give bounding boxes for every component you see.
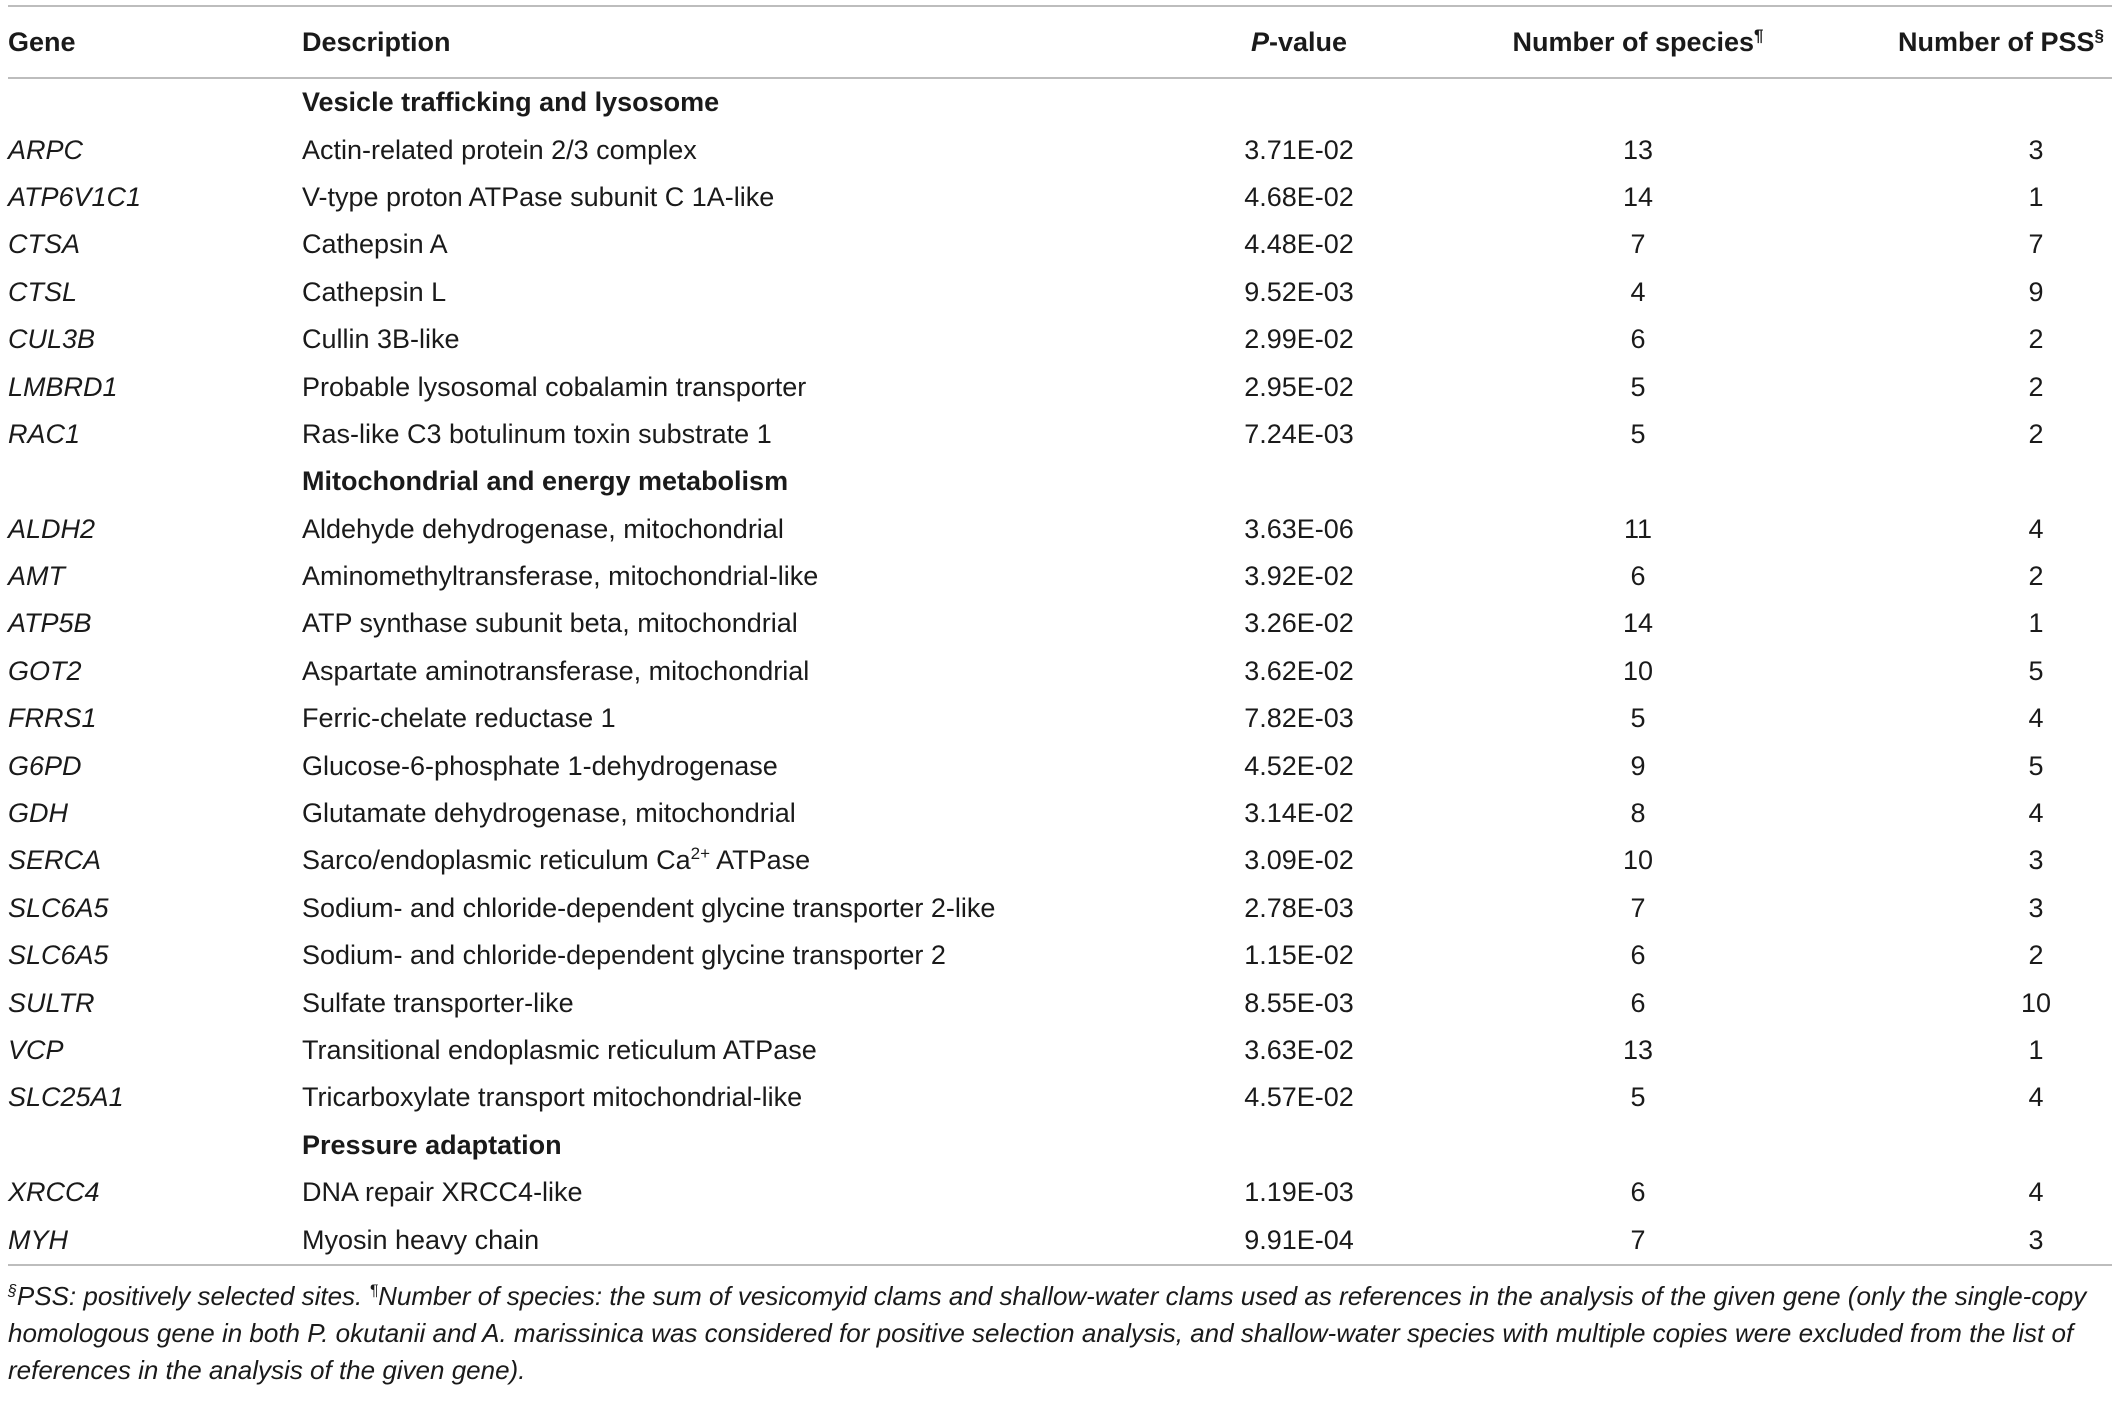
pvalue-cell: 2.95E-02 [1244,371,1354,402]
header-pvalue: P-value [1250,26,1348,57]
gene-cell: G6PD [8,750,82,781]
gene-cell: ATP5B [8,608,92,639]
gene-cell: SLC25A1 [8,1082,124,1113]
species-count-cell: 6 [1630,561,1646,592]
description-cell: Aminomethyltransferase, mitochondrial-like [302,561,819,592]
species-count-cell: 7 [1630,229,1646,260]
pss-count-cell: 7 [2028,229,2044,260]
pss-count-cell: 4 [2028,513,2044,544]
species-count-cell: 4 [1630,276,1646,307]
table-header-row [8,7,2112,78]
gene-cell: ARPC [8,134,84,165]
pvalue-cell: 7.82E-03 [1244,703,1354,734]
section-gene-cell [8,79,302,126]
description-cell: Ras-like C3 botulinum toxin substrate 1 [302,418,772,449]
pss-count-cell: 3 [2028,892,2044,923]
species-count-cell: 6 [1630,940,1646,971]
gene-cell: SERCA [8,845,102,876]
species-count-cell: 6 [1630,324,1646,355]
pss-count-cell: 2 [2028,371,2044,402]
gene-cell: CUL3B [8,324,96,355]
table-row [8,316,2112,363]
pvalue-cell: 9.91E-04 [1244,1224,1354,1255]
species-count-cell: 8 [1630,798,1646,829]
gene-cell: GOT2 [8,655,82,686]
pss-count-cell: 3 [2028,134,2044,165]
pvalue-cell: 3.71E-02 [1244,134,1354,165]
pvalue-cell: 3.92E-02 [1244,561,1354,592]
table-row [8,648,2112,695]
pss-count-cell: 4 [2028,1082,2044,1113]
description-cell: Cathepsin L [302,276,447,307]
table-row [8,174,2112,221]
gene-cell: SLC6A5 [8,940,109,971]
section-row [8,458,2112,505]
section-title: Vesicle trafficking and lysosome [302,87,720,118]
table-row [8,885,2112,932]
description-cell: Sulfate transporter-like [302,987,574,1018]
table-row [8,1169,2112,1216]
positive-selection-table [8,7,2112,1264]
description-cell: V-type proton ATPase subunit C 1A-like [302,181,775,212]
pss-count-cell: 4 [2028,1177,2044,1208]
table-row [8,600,2112,647]
gene-cell: SULTR [8,987,95,1018]
table-row [8,126,2112,173]
pss-count-cell: 2 [2028,940,2044,971]
species-count-cell: 6 [1630,1177,1646,1208]
header-description: Description [302,26,451,57]
pss-count-cell: 10 [2020,987,2052,1018]
gene-cell: MYH [8,1224,68,1255]
description-cell: Cullin 3B-like [302,324,460,355]
table-footnote: §PSS: positively selected sites. ¶Number of species: the sum of vesicomyid clams and shallow-water clams used as references in the analysis of the given gene (only the single-copy homologous gene in both P. okutanii and A. marissinica was considered for positive selection analysis, and shallow-water species with multiple copies were excluded from the list of references in the analysis of the given gene). [8,1280,2087,1385]
header-number-of-pss: Number of PSS§ [1898,25,2104,57]
table-row [8,269,2112,316]
species-count-cell: 5 [1630,1082,1646,1113]
pss-count-cell: 1 [2028,181,2044,212]
gene-cell: SLC6A5 [8,892,109,923]
section-row [8,79,2112,126]
table-row [8,742,2112,789]
gene-cell: LMBRD1 [8,371,118,402]
species-count-cell: 11 [1623,513,1653,544]
gene-cell: ALDH2 [8,513,96,544]
section-title: Mitochondrial and energy metabolism [302,466,789,497]
description-cell: Tricarboxylate transport mitochondrial-like [302,1082,803,1113]
pvalue-cell: 1.15E-02 [1244,940,1354,971]
description-cell: Glucose-6-phosphate 1-dehydrogenase [302,750,778,781]
pss-count-cell: 5 [2028,750,2044,781]
species-count-cell: 7 [1630,892,1646,923]
pss-count-cell: 5 [2028,655,2044,686]
species-count-cell: 14 [1622,608,1654,639]
description-cell: Glutamate dehydrogenase, mitochondrial [302,798,796,829]
table-row [8,837,2112,884]
pvalue-cell: 1.19E-03 [1244,1177,1354,1208]
table-row [8,221,2112,268]
pvalue-cell: 2.78E-03 [1244,892,1354,923]
pss-count-cell: 2 [2028,324,2044,355]
species-count-cell: 13 [1622,1035,1654,1065]
gene-cell: VCP [8,1035,64,1065]
pvalue-cell: 4.68E-02 [1244,181,1354,212]
description-cell: Aspartate aminotransferase, mitochondrial [302,655,810,686]
table-row [8,695,2112,742]
section-gene-cell [8,1122,302,1169]
section-row [8,1122,2112,1169]
species-count-cell: 10 [1622,845,1654,876]
species-count-cell: 10 [1622,655,1654,686]
description-cell: Sodium- and chloride-dependent glycine transporter 2-like [302,892,996,923]
pvalue-cell: 4.52E-02 [1244,750,1354,781]
species-count-cell: 6 [1630,987,1646,1018]
table-row [8,1027,2112,1074]
description-cell: Aldehyde dehydrogenase, mitochondrial [302,513,784,544]
table-row [8,506,2112,553]
species-count-cell: 13 [1622,134,1654,165]
table-row [8,363,2112,410]
table-row [8,1074,2112,1121]
gene-cell: CTSA [8,229,81,260]
table-row [8,932,2112,979]
table-row [8,411,2112,458]
pss-count-cell: 9 [2028,276,2044,307]
pvalue-cell: 3.63E-06 [1244,513,1354,544]
species-count-cell: 9 [1630,750,1646,781]
description-cell: DNA repair XRCC4-like [302,1177,583,1208]
description-cell: Sodium- and chloride-dependent glycine transporter 2 [302,940,946,971]
pvalue-cell: 3.26E-02 [1244,608,1354,639]
pss-count-cell: 1 [2028,1035,2044,1065]
pvalue-cell: 2.99E-02 [1244,324,1354,355]
bottom-rule [8,1264,2112,1266]
gene-cell: FRRS1 [8,703,97,734]
description-cell: Ferric-chelate reductase 1 [302,703,616,734]
header-gene: Gene [8,26,76,57]
species-count-cell: 14 [1622,181,1654,212]
species-count-cell: 5 [1630,371,1646,402]
section-title: Pressure adaptation [302,1129,562,1160]
pvalue-cell: 8.55E-03 [1244,987,1354,1018]
pss-count-cell: 3 [2028,1224,2044,1255]
pss-count-cell: 2 [2028,561,2044,592]
pss-count-cell: 4 [2028,703,2044,734]
gene-cell: RAC1 [8,418,81,449]
section-gene-cell [8,458,302,505]
species-count-cell: 7 [1630,1224,1646,1255]
table-container [8,5,2112,1389]
gene-cell: ATP6V1C1 [8,181,142,212]
pvalue-cell: 3.14E-02 [1244,798,1354,829]
description-cell: Probable lysosomal cobalamin transporter [302,371,807,402]
description-cell: Myosin heavy chain [302,1224,540,1255]
description-cell: Sarco/endoplasmic reticulum $Ca^{2+}$ ATPase [302,844,811,876]
gene-cell: GDH [8,798,68,829]
pvalue-cell: 3.62E-02 [1244,655,1354,686]
table-row [8,553,2112,600]
pvalue-cell: 3.63E-02 [1244,1035,1354,1065]
pvalue-cell: 9.52E-03 [1244,276,1354,307]
description-cell: Actin-related protein 2/3 complex [302,134,697,165]
species-count-cell: 5 [1630,703,1646,734]
species-count-cell: 5 [1630,418,1646,449]
pss-count-cell: 3 [2028,845,2044,876]
description-cell: Transitional endoplasmic reticulum ATPase [302,1035,817,1065]
description-cell: Cathepsin A [302,229,448,260]
header-number-of-species: Number of species¶ [1512,25,1764,57]
pvalue-cell: 4.57E-02 [1244,1082,1354,1113]
gene-cell: CTSL [8,276,78,307]
pss-count-cell: 1 [2028,608,2044,639]
table-row [8,979,2112,1026]
table-body [8,79,2112,1264]
description-cell: ATP synthase subunit beta, mitochondrial [302,608,798,639]
gene-cell: AMT [8,561,65,592]
pss-count-cell: 4 [2028,798,2044,829]
pvalue-cell: 7.24E-03 [1244,418,1354,449]
pvalue-cell: 4.48E-02 [1244,229,1354,260]
table-row [8,790,2112,837]
table-row [8,1216,2112,1263]
gene-cell: XRCC4 [8,1177,100,1208]
pss-count-cell: 2 [2028,418,2044,449]
pvalue-cell: 3.09E-02 [1244,845,1354,876]
